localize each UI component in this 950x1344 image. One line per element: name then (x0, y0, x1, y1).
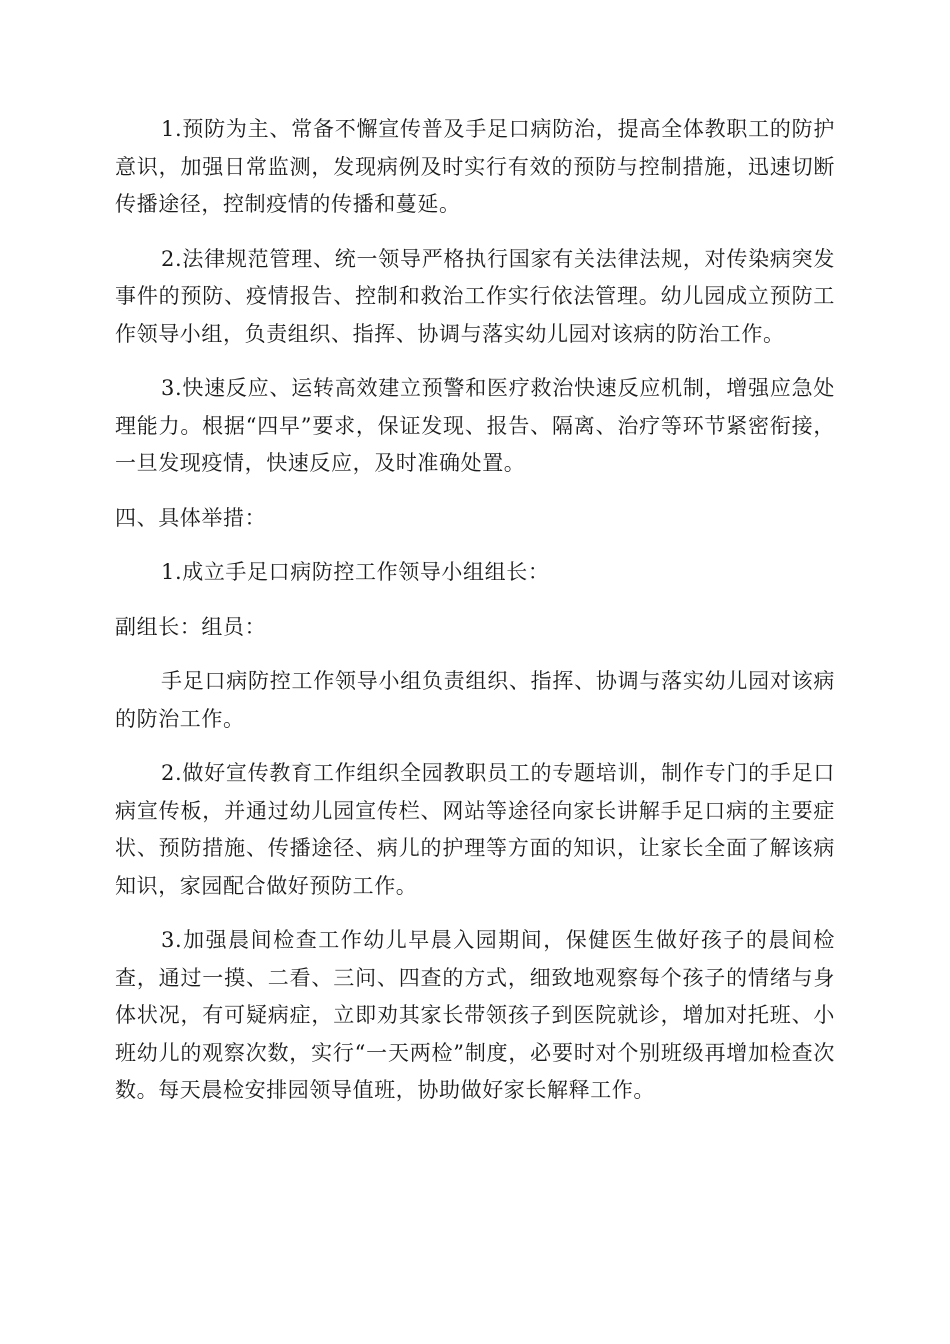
paragraph-fast-response: 3.快速反应、运转高效建立预警和医疗救治快速反应机制，增强应急处理能力。根据“四早”要求，保证发现、报告、隔离、治疗等环节紧密衔接，一旦发现疫情，快速反应，及时准确处置。 (115, 376, 835, 475)
document-body (115, 111, 835, 1127)
paragraph-prevention: 1.预防为主、常备不懈宣传普及手足口病防治，提高全体教职工的防护意识，加强日常监测，发现病例及时实行有效的预防与控制措施，迅速切断传播途径，控制疫情的传播和蔓延。 (115, 117, 835, 216)
paragraph-legal-management: 2.法律规范管理、统一领导严格执行国家有关法律法规，对传染病突发事件的预防、疫情报告、控制和救治工作实行依法管理。幼儿园成立预防工作领导小组，负责组织、指挥、协调与落实幼儿园对该病的防治工作。 (115, 246, 835, 346)
paragraph-group-duty: 手足口病防控工作领导小组负责组织、指挥、协调与落实幼儿园对该病的防治工作。 (115, 669, 835, 731)
paragraph-deputy-members: 副组长：组员： (115, 614, 267, 639)
paragraph-education: 2.做好宣传教育工作组织全园教职员工的专题培训，制作专门的手足口病宣传板，并通过幼儿园宣传栏、网站等途径向家长讲解手足口病的主要症状、预防措施、传播途径、病儿的护理等方面的知识，让家长全面了解该病知识，家园配合做好预防工作。 (115, 761, 835, 898)
section-heading-measures: 四、具体举措： (115, 505, 267, 530)
paragraph-leading-group: 1.成立手足口病防控工作领导小组组长： (161, 560, 550, 584)
paragraph-morning-check: 3.加强晨间检查工作幼儿早晨入园期间，保健医生做好孩子的晨间检查，通过一摸、二看、三问、四查的方式，细致地观察每个孩子的情绪与身体状况，有可疑病症，立即劝其家长带领孩子到医院就诊，增加对托班、小班幼儿的观察次数，实行“一天两检”制度，必要时对个别班级再增加检查次数。每天晨检安排园领导值班，协助做好家长解释工作。 (115, 928, 835, 1102)
